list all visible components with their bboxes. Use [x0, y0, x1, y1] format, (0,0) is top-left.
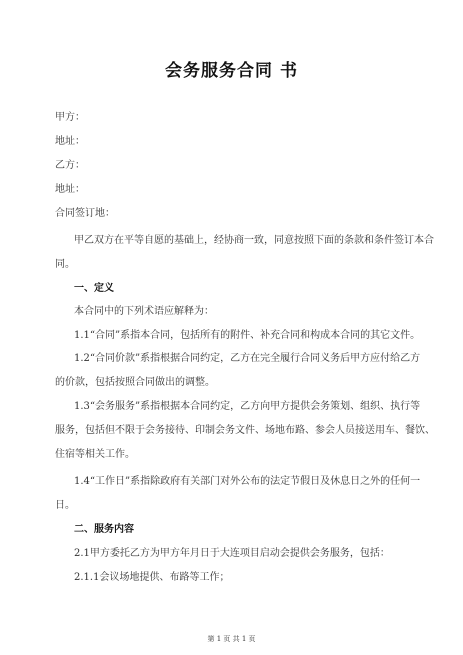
clause-line: 2.1甲方委托乙方为甲方年月日于大连项目启动会提供会务服务，包括：	[74, 548, 390, 559]
clause-line: 1.1“合同”系指本合同，包括所有的附件、补充合同和构成本合同的其它文件。	[74, 330, 421, 341]
clause-line: 的价款，包括按照合同做出的调整。	[55, 377, 215, 388]
clause-line: 1.4“工作日”系指除政府有关部门对外公布的法定节假日及休息日之外的任何一	[74, 476, 421, 487]
sign-place-label: 合同签订地：	[55, 208, 115, 219]
section-heading: 二、服务内容	[74, 524, 134, 535]
clause-line: 日。	[55, 500, 75, 511]
document-title: 会务服务合同 书	[165, 61, 298, 81]
clause-line: 1.2“合同价款”系指根据合同约定，乙方在完全履行合同义务后甲方应付给乙方	[74, 353, 421, 364]
section-heading: 一、定义	[74, 283, 114, 294]
clause-line: 住宿等相关工作。	[55, 449, 135, 460]
intro-paragraph-line: 同。	[55, 259, 75, 270]
page-footer: 第 1 页 共 1 页	[207, 635, 256, 643]
address-a-label: 地址：	[55, 136, 85, 147]
address-b-label: 地址：	[55, 184, 85, 195]
clause-line: 1.3“会务服务”系指根据本合同约定，乙方向甲方提供会务策划、组织、执行等	[74, 401, 421, 412]
party-b-label: 乙方：	[55, 160, 85, 171]
party-a-label: 甲方：	[55, 112, 85, 123]
clause-line: 服务，包括但不限于会务接待、印制会务文件、场地布路、参会人员接送用车、餐饮、	[55, 425, 435, 436]
paragraph-line: 本合同中的下列术语应解释为：	[74, 306, 214, 317]
intro-paragraph-line: 甲乙双方在平等自愿的基础上，经协商一致，同意按照下面的条款和条件签订本合	[74, 235, 434, 246]
clause-line: 2.1.1会议场地提供、布路等工作；	[74, 572, 230, 583]
